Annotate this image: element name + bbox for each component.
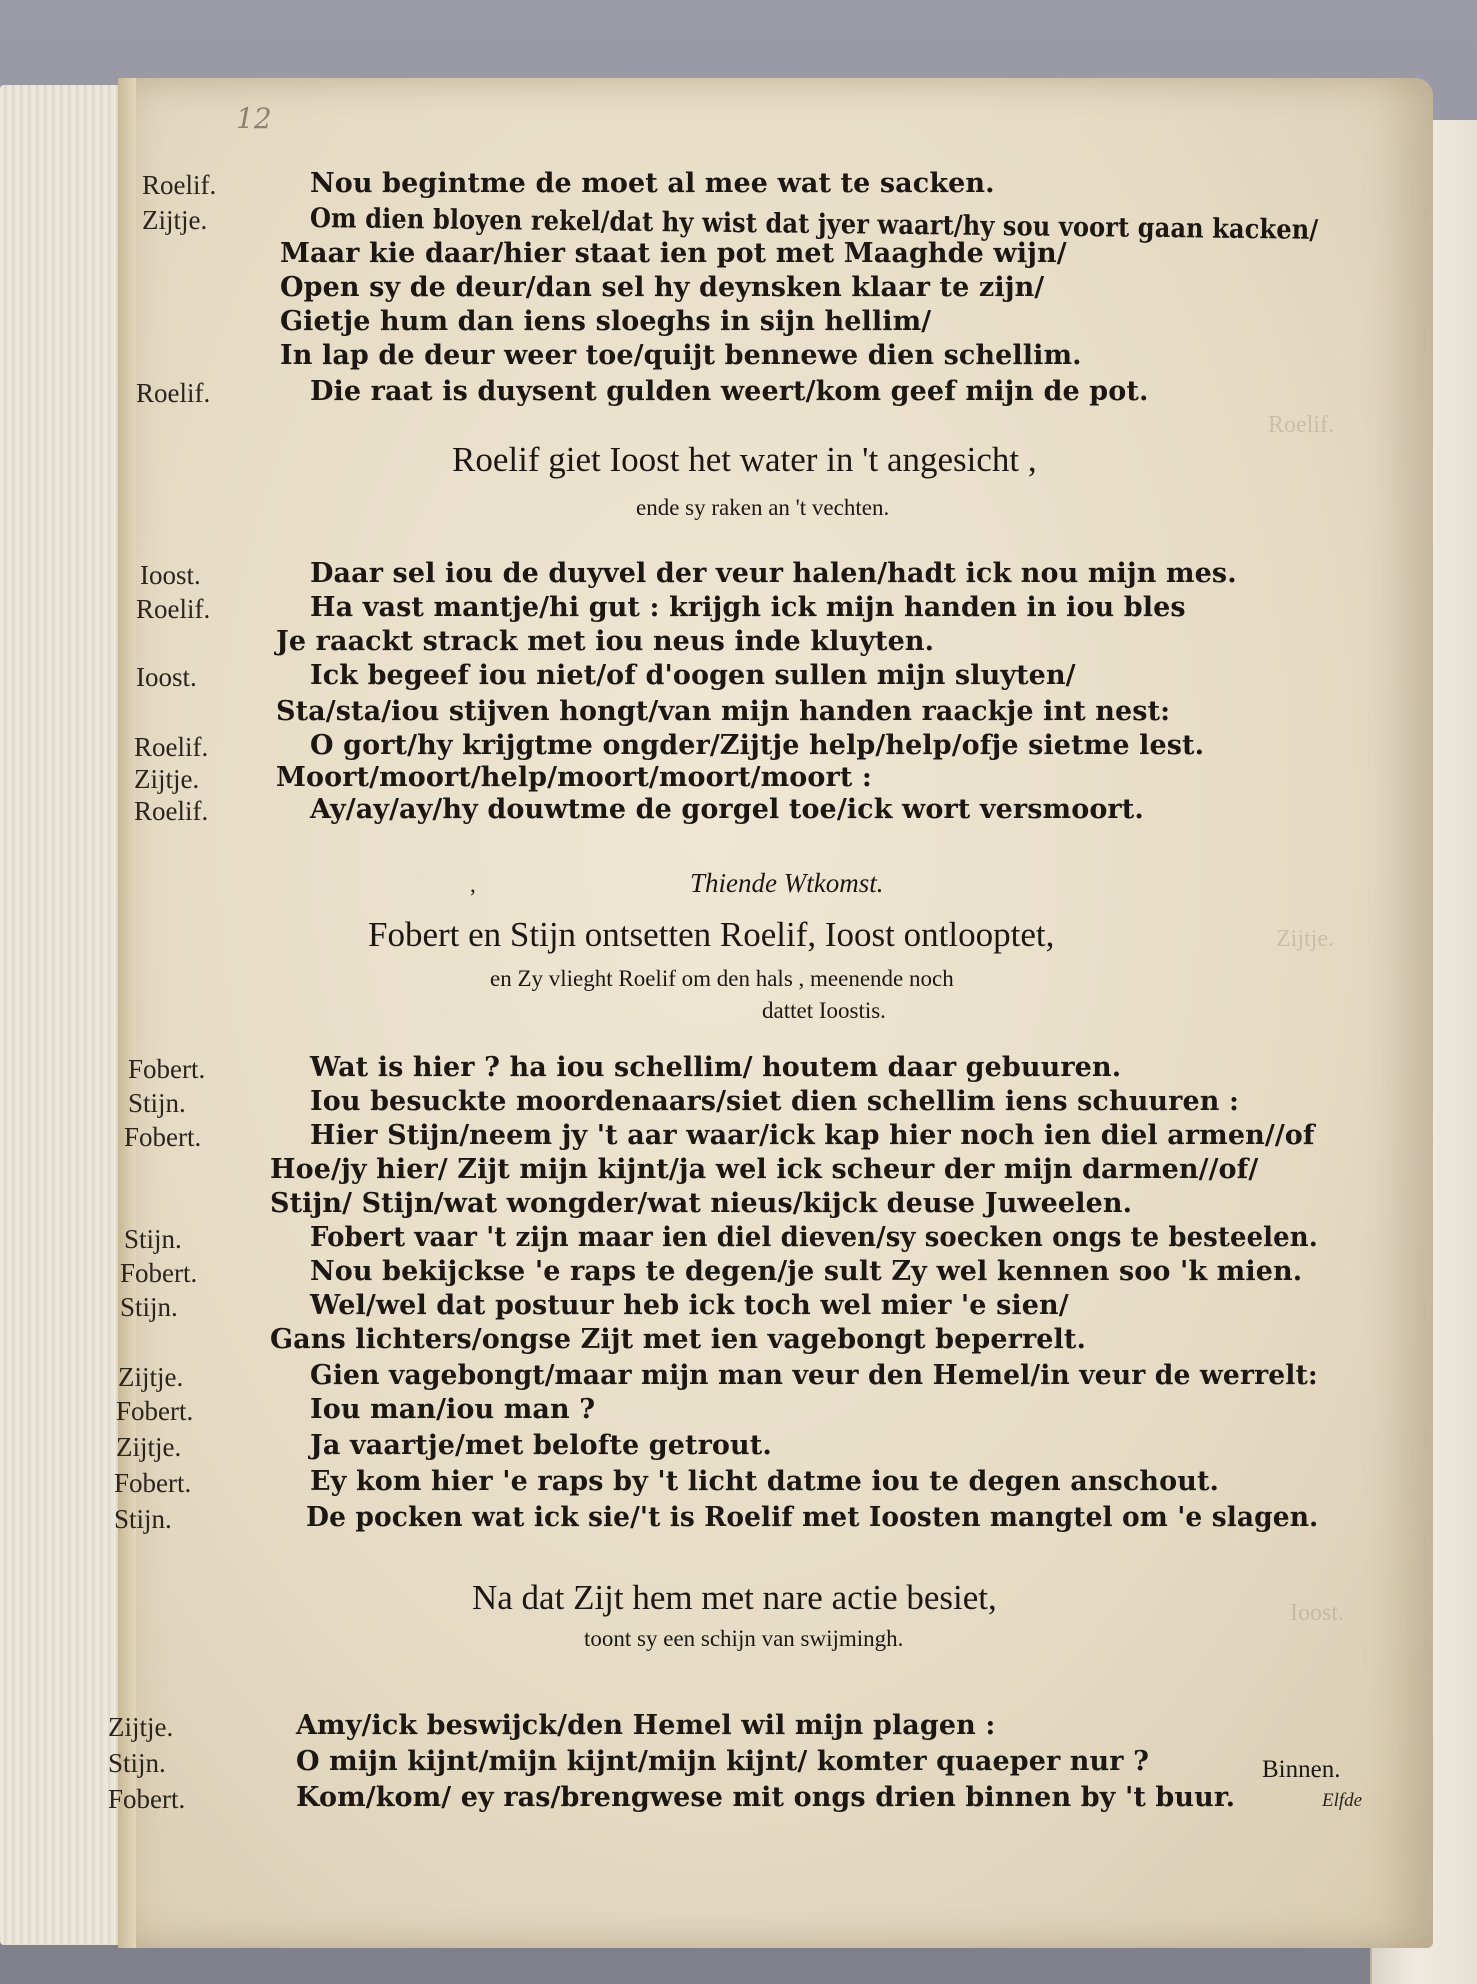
verse-line: Ha vast mantje/hi gut : krijgh ick mijn handen in iou bles (310, 592, 1186, 623)
verse-line: O gort/hy krijgtme ongder/Zijtje help/help/ofje sietme lest. (310, 730, 1205, 761)
scene-mark: , (470, 872, 476, 897)
speaker-label: Zijtje. (134, 764, 200, 794)
speaker-label: Stijn. (124, 1224, 182, 1254)
show-through-text: Ioost. (1290, 1600, 1344, 1626)
speaker-label: Zijtje. (116, 1432, 182, 1462)
speaker-label: Ioost. (136, 662, 197, 692)
speaker-label: Fobert. (114, 1468, 192, 1498)
speaker-label: Roelif. (136, 378, 211, 408)
speaker-label: Stijn. (108, 1748, 166, 1778)
verse-line: De pocken wat ick sie/'t is Roelif met Ioosten mangtel om 'e slagen. (306, 1502, 1319, 1533)
verse-line: Gans lichters/ongse Zijt met ien vagebongt beperrelt. (270, 1324, 1086, 1355)
verse-line: Gien vagebongt/maar mijn man veur den Hemel/in veur de werrelt: (310, 1360, 1318, 1391)
scene-direction-sub: en Zy vlieght Roelif om den hals , meenende noch (490, 966, 954, 991)
verse-line: Om dien bloyen rekel/dat hy wist dat jyer waart/hy sou voort gaan kacken/ (309, 203, 1319, 246)
verse-line: Iou man/iou man ? (310, 1394, 596, 1425)
speaker-label: Fobert. (120, 1258, 198, 1288)
verse-line: Hier Stijn/neem jy 't aar waar/ick kap hier noch ien diel armen//of (310, 1120, 1315, 1151)
scene-direction-main: Fobert en Stijn ontsetten Roelif, Ioost ontlooptet, (368, 915, 1055, 954)
verse-line: Fobert vaar 't zijn maar ien diel dieven/sy soecken ongs te besteelen. (310, 1222, 1318, 1253)
speaker-label: Ioost. (140, 560, 201, 590)
page-stack-edge (0, 85, 130, 1945)
stage-direction-main: Roelif giet Ioost het water in 't angesicht , (452, 440, 1037, 479)
verse-line: Wat is hier ? ha iou schellim/ houtem daar gebuuren. (310, 1052, 1122, 1083)
stage-direction-main: Na dat Zijt hem met nare actie besiet, (472, 1578, 997, 1617)
speaker-label: Fobert. (128, 1054, 206, 1084)
verse-line: Nou bekijckse 'e raps te degen/je sult Zy wel kennen soo 'k mien. (310, 1256, 1303, 1287)
speaker-label: Fobert. (116, 1396, 194, 1426)
verse-line: Ay/ay/ay/hy douwtme de gorgel toe/ick wort versmoort. (310, 794, 1144, 825)
verse-line: Je raackt strack met iou neus inde kluyten. (276, 626, 935, 657)
stage-exit: Binnen. (1262, 1756, 1341, 1783)
speaker-label: Roelif. (142, 170, 217, 200)
speaker-label: Fobert. (124, 1122, 202, 1152)
scene-direction-sub: dattet Ioostis. (762, 998, 886, 1023)
speaker-label: Fobert. (108, 1784, 186, 1814)
speaker-label: Zijtje. (118, 1362, 184, 1392)
speaker-label: Stijn. (128, 1088, 186, 1118)
verse-line: Amy/ick beswijck/den Hemel wil mijn plagen : (296, 1710, 996, 1741)
verse-line: O mijn kijnt/mijn kijnt/mijn kijnt/ komter quaeper nur ? (296, 1746, 1150, 1777)
verse-line: Hoe/jy hier/ Zijt mijn kijnt/ja wel ick scheur der mijn darmen//of/ (270, 1154, 1259, 1185)
speaker-label: Roelif. (134, 732, 209, 762)
speaker-label: Stijn. (114, 1504, 172, 1534)
speaker-label: Stijn. (120, 1292, 178, 1322)
verse-line: Wel/wel dat postuur heb ick toch wel mier 'e sien/ (310, 1290, 1069, 1321)
folio-number: 12 (236, 102, 272, 135)
verse-line: Nou begintme de moet al mee wat te sacken. (310, 168, 995, 199)
speaker-label: Zijtje. (108, 1712, 174, 1742)
show-through-text: Zijtje. (1276, 926, 1334, 952)
verse-line: Stijn/ Stijn/wat wongder/wat nieus/kijck deuse Juweelen. (270, 1188, 1133, 1219)
verse-line: Daar sel iou de duyvel der veur halen/hadt ick nou mijn mes. (310, 558, 1237, 589)
verse-line: Sta/sta/iou stijven hongt/van mijn handen raackje int nest: (276, 696, 1171, 727)
verse-line: Ja vaartje/met belofte getrout. (310, 1430, 772, 1461)
page-gutter (118, 78, 136, 1948)
verse-line: Moort/moort/help/moort/moort/moort : (276, 762, 872, 793)
speaker-label: Roelif. (136, 594, 211, 624)
catchword: Elfde (1322, 1790, 1363, 1811)
verse-line: Gietje hum dan iens sloeghs in sijn hellim/ (280, 306, 932, 337)
verse-line: Kom/kom/ ey ras/brengwese mit ongs drien binnen by 't buur. (296, 1782, 1236, 1813)
speaker-label: Roelif. (134, 796, 209, 826)
stage-direction-sub: ende sy raken an 't vechten. (636, 495, 890, 520)
verse-line: Ick begeef iou niet/of d'oogen sullen mijn sluyten/ (310, 660, 1076, 691)
stage-direction-sub: toont sy een schijn van swijmingh. (584, 1626, 904, 1651)
speaker-label: Zijtje. (142, 205, 208, 235)
verse-line: Die raat is duysent gulden weert/kom geef mijn de pot. (310, 376, 1149, 407)
show-through-text: Roelif. (1268, 412, 1334, 438)
verse-line: In lap de deur weer toe/quijt bennewe dien schellim. (280, 340, 1082, 371)
scene-title: Thiende Wtkomst. (690, 868, 884, 898)
verse-line: Iou besuckte moordenaars/siet dien schellim iens schuuren : (310, 1086, 1240, 1117)
verse-line: Open sy de deur/dan sel hy deynsken klaar te zijn/ (280, 272, 1045, 303)
verse-line: Ey kom hier 'e raps by 't licht datme iou te degen anschout. (310, 1466, 1220, 1497)
verse-line: Maar kie daar/hier staat ien pot met Maaghde wijn/ (280, 238, 1067, 269)
